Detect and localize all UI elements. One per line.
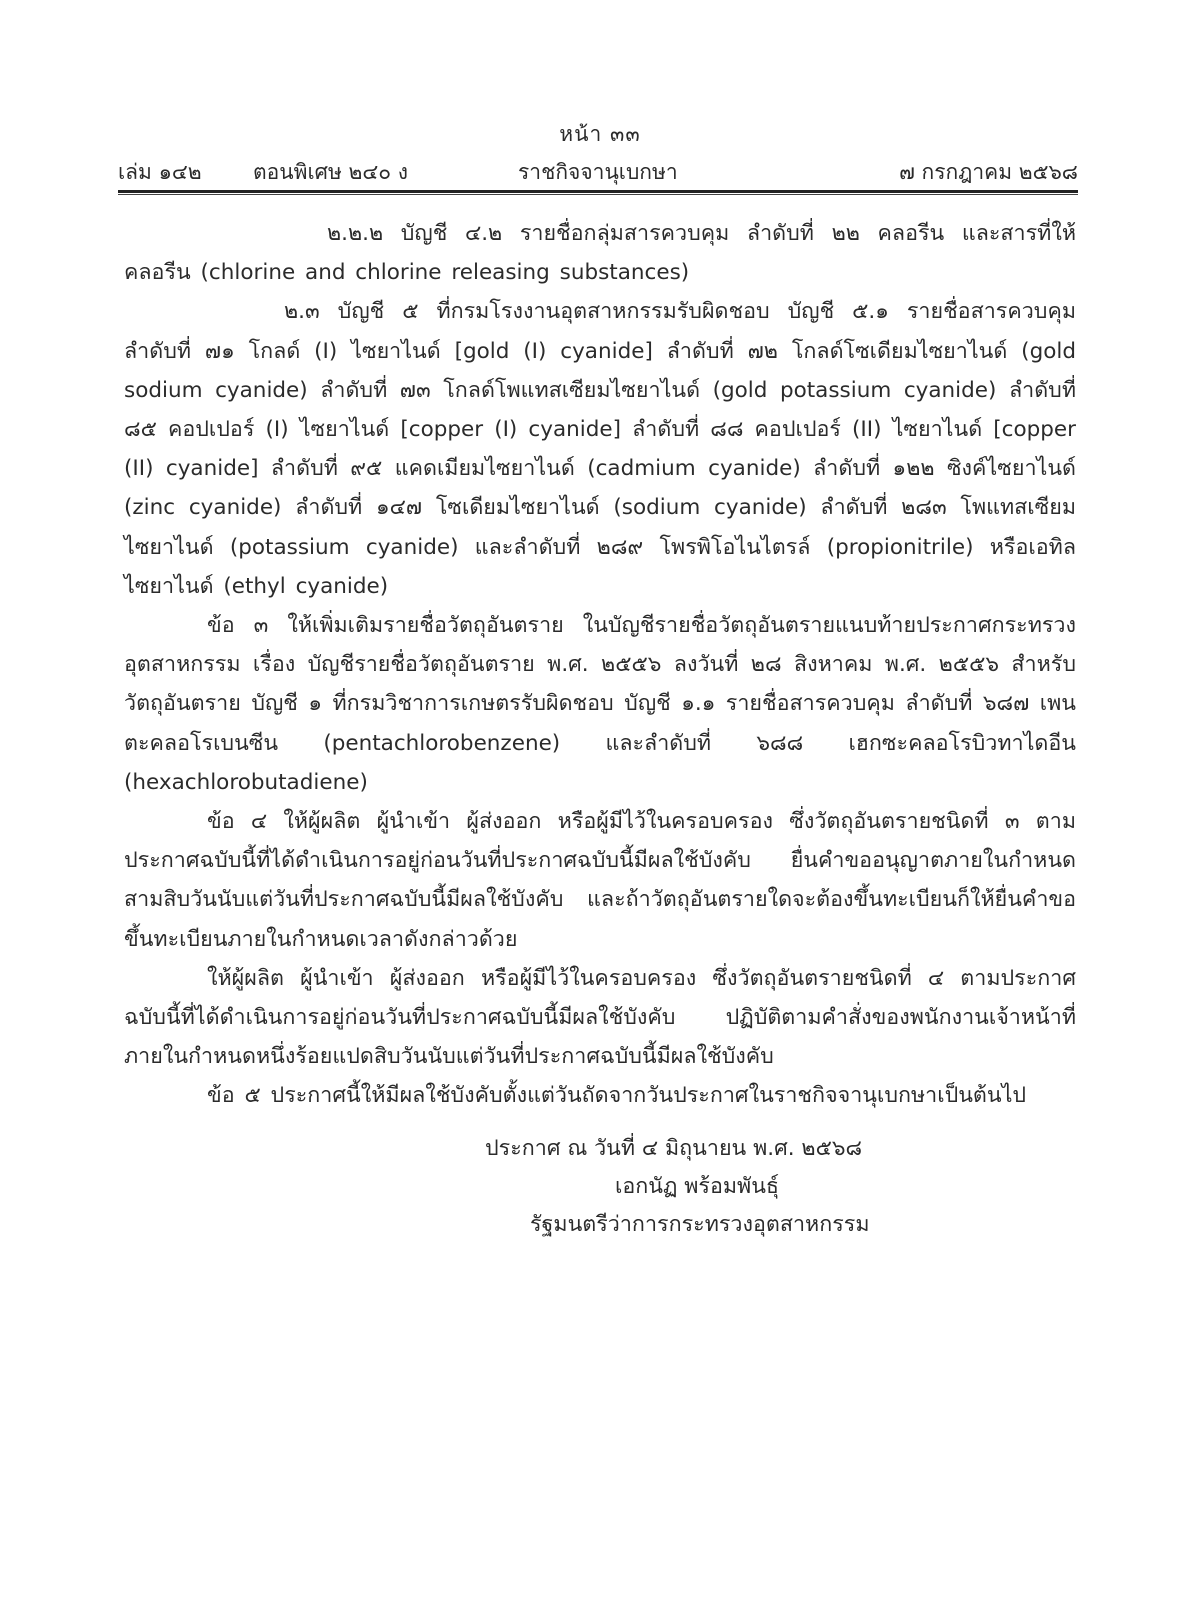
publication-date: ๗ กรกฎาคม ๒๕๖๘: [899, 160, 1078, 184]
paragraph-2-3: ๒.๓ บัญชี ๕ ที่กรมโรงงานอุตสาหกรรมรับผิดชอบ บัญชี ๕.๑ รายชื่อสารควบคุม ลำดับที่ ๗๑ โกลด์ (I) ไซยาไนด์ [gold (I) cyanide] ลำดับที่ ๗๒ โกลด์โซเดียมไซยาไนด์ (gold sodium cyanide) ลำดับที่ ๗๓ โกลด์โพแทสเซียมไซยาไนด์ (gold potassium cyanide) ลำดับที่ ๘๕ คอปเปอร์ (I) ไซยาไนด์ [copper (I) cyanide] ลำดับที่ ๘๘ คอปเปอร์ (II) ไซยาไนด์ [copper (II) cyanide] ลำดับที่ ๙๕ แคดเมียมไซยาไนด์ (cadmium cyanide) ลำดับที่ ๑๒๒ ซิงค์ไซยาไนด์ (zinc cyanide) ลำดับที่ ๑๔๗ โซเดียมไซยาไนด์ (sodium cyanide) ลำดับที่ ๒๘๓ โพแทสเซียมไซยาไนด์ (potassium cyanide) และลำดับที่ ๒๘๙ โพรพิโอไนไตรล์ (propionitrile) หรือเอทิลไซยาไนด์ (ethyl cyanide): [124, 299, 1076, 599]
volume-number: เล่ม ๑๔๒: [118, 160, 202, 184]
clause-4: ข้อ ๔ ให้ผู้ผลิต ผู้นำเข้า ผู้ส่งออก หรือผู้มีไว้ในครอบครอง ซึ่งวัตถุอันตรายชนิดที่ ๓ ตามประกาศฉบับนี้ที่ได้ดำเนินการอยู่ก่อนวันที่ประกาศฉบับนี้มีผลใช้บังคับ ยื่นคำขออนุญาตภายในกำหนดสามสิบวันนับแต่วันที่ประกาศฉบับนี้มีผลใช้บังคับ และถ้าวัตถุอันตรายใดจะต้องขึ้นทะเบียนก็ให้ยื่นคำขอขึ้นทะเบียนภายในกำหนดเวลาดังกล่าวด้วย: [124, 809, 1076, 952]
issue-number: ตอนพิเศษ ๒๔๐ ง: [253, 160, 408, 184]
clause-5: ข้อ ๕ ประกาศนี้ให้มีผลใช้บังคับตั้งแต่วันถัดจากวันประกาศในราชกิจจานุเบกษาเป็นต้นไป: [207, 1083, 1027, 1109]
clause-4-paragraph-2: ให้ผู้ผลิต ผู้นำเข้า ผู้ส่งออก หรือผู้มีไว้ในครอบครอง ซึ่งวัตถุอันตรายชนิดที่ ๔ ตามประกาศฉบับนี้ที่ได้ดำเนินการอยู่ก่อนวันที่ประกาศฉบับนี้มีผลใช้บังคับ ปฏิบัติตามคำสั่งของพนักงานเจ้าหน้าที่ภายในกำหนดหนึ่งร้อยแปดสิบวันนับแต่วันที่ประกาศฉบับนี้มีผลใช้บังคับ: [124, 965, 1076, 1070]
clause-3: ข้อ ๓ ให้เพิ่มเติมรายชื่อวัตถุอันตราย ในบัญชีรายชื่อวัตถุอันตรายแนบท้ายประกาศกระทรวงอุตสาหกรรม เรื่อง บัญชีรายชื่อวัตถุอันตราย พ.ศ. ๒๕๕๖ ลงวันที่ ๒๘ สิงหาคม พ.ศ. ๒๕๕๖ สำหรับวัตถุอันตราย บัญชี ๑ ที่กรมวิชาการเกษตรรับผิดชอบ บัญชี ๑.๑ รายชื่อสารควบคุม ลำดับที่ ๖๘๗ เพนตะคลอโรเบนซีน (pentachlorobenzene) และลำดับที่ ๖๘๘ เฮกซะคลอโรบิวทาไดอีน (hexachlorobutadiene): [124, 613, 1076, 795]
announcement-date: ประกาศ ณ วันที่ ๔ มิถุนายน พ.ศ. ๒๕๖๘: [485, 1136, 863, 1161]
page-number: หน้า ๓๓: [559, 122, 641, 146]
paragraph-2-2-2: ๒.๒.๒ บัญชี ๔.๒ รายชื่อกลุ่มสารควบคุม ลำดับที่ ๒๒ คลอรีน และสารที่ให้คลอรีน (chlorine and chlorine releasing substances): [124, 221, 1076, 286]
signature-block: [0, 1130, 1200, 1244]
signatory-name: เอกนัฏ พร้อมพันธุ์: [615, 1174, 780, 1199]
publication-name: ราชกิจจานุเบกษา: [518, 160, 678, 184]
document-body: [124, 214, 1076, 1116]
signatory-title: รัฐมนตรีว่าการกระทรวงอุตสาหกรรม: [530, 1212, 870, 1237]
header-divider: [118, 190, 1078, 195]
gazette-header: [118, 156, 1078, 190]
